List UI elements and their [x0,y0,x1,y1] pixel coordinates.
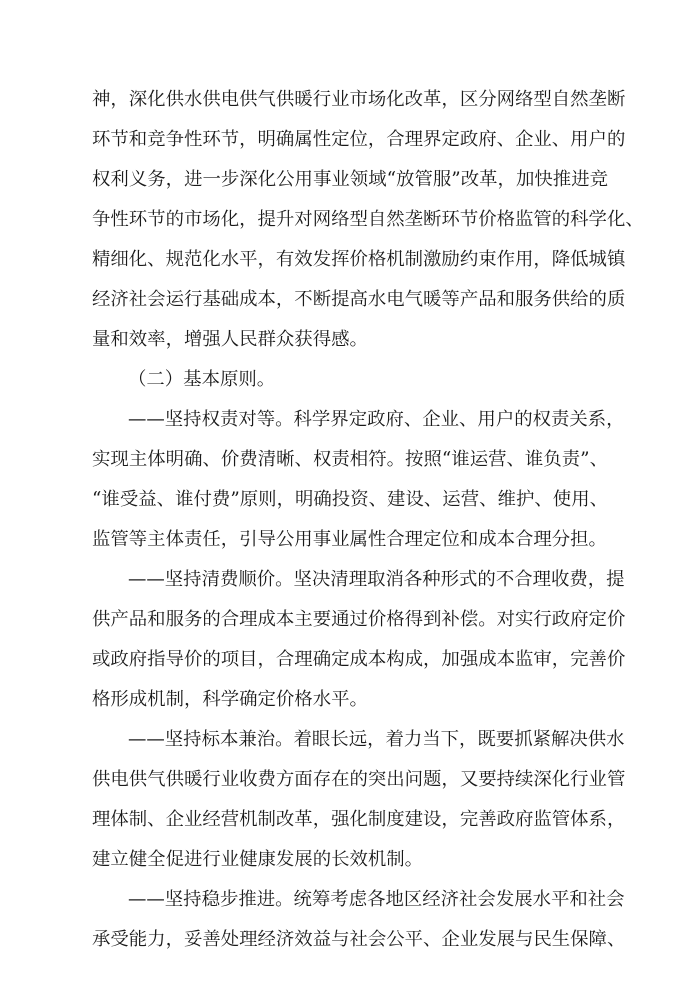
principle-line: ——坚持稳步推进。统筹考虑各地区经济社会发展水平和社会 [128,889,625,910]
section-heading: （二）基本原则。 [128,369,276,390]
text-line: 经济社会运行基础成本，不断提高水电气暖等产品和服务供给的质 [92,289,626,310]
text-line: “谁受益、谁付费”原则，明确投资、建设、运营、维护、使用、 [92,489,608,510]
text-line: 争性环节的市场化，提升对网络型自然垄断环节价格监管的科学化、 [92,209,644,230]
text-line: 环节和竞争性环节，明确属性定位，合理界定政府、企业、用户的 [92,129,626,150]
text-line: 或政府指导价的项目，合理确定成本构成，加强成本监审，完善价 [92,649,626,670]
principle-line: ——坚持清费顺价。坚决清理取消各种形式的不合理收费，提 [128,569,625,590]
text-line: 精细化、规范化水平，有效发挥价格机制激励约束作用，降低城镇 [92,249,626,270]
text-line: 权利义务，进一步深化公用事业领域“放管服”改革，加快推进竞 [92,169,608,190]
text-line: 供产品和服务的合理成本主要通过价格得到补偿。对实行政府定价 [92,609,626,630]
text-line: 承受能力，妥善处理经济效益与社会公平、企业发展与民生保障、 [92,929,626,950]
text-line: 供电供气供暖行业收费方面存在的突出问题，又要持续深化行业管 [92,769,626,790]
text-line: 实现主体明确、价费清晰、权责相符。按照“谁运营、谁负责”、 [92,449,608,470]
text-line: 建立健全促进行业健康发展的长效机制。 [92,849,424,870]
text-line: 监管等主体责任，引导公用事业属性合理定位和成本合理分担。 [92,529,607,550]
text-line: 量和效率，增强人民群众获得感。 [92,329,368,350]
principle-line: ——坚持权责对等。科学界定政府、企业、用户的权责关系， [128,409,625,430]
text-line: 格形成机制，科学确定价格水平。 [92,689,368,710]
text-line: 神，深化供水供电供气供暖行业市场化改革，区分网络型自然垄断 [92,89,626,110]
principle-line: ——坚持标本兼治。着眼长远，着力当下，既要抓紧解决供水 [128,729,625,750]
text-line: 理体制、企业经营机制改革，强化制度建设，完善政府监管体系， [92,809,626,830]
